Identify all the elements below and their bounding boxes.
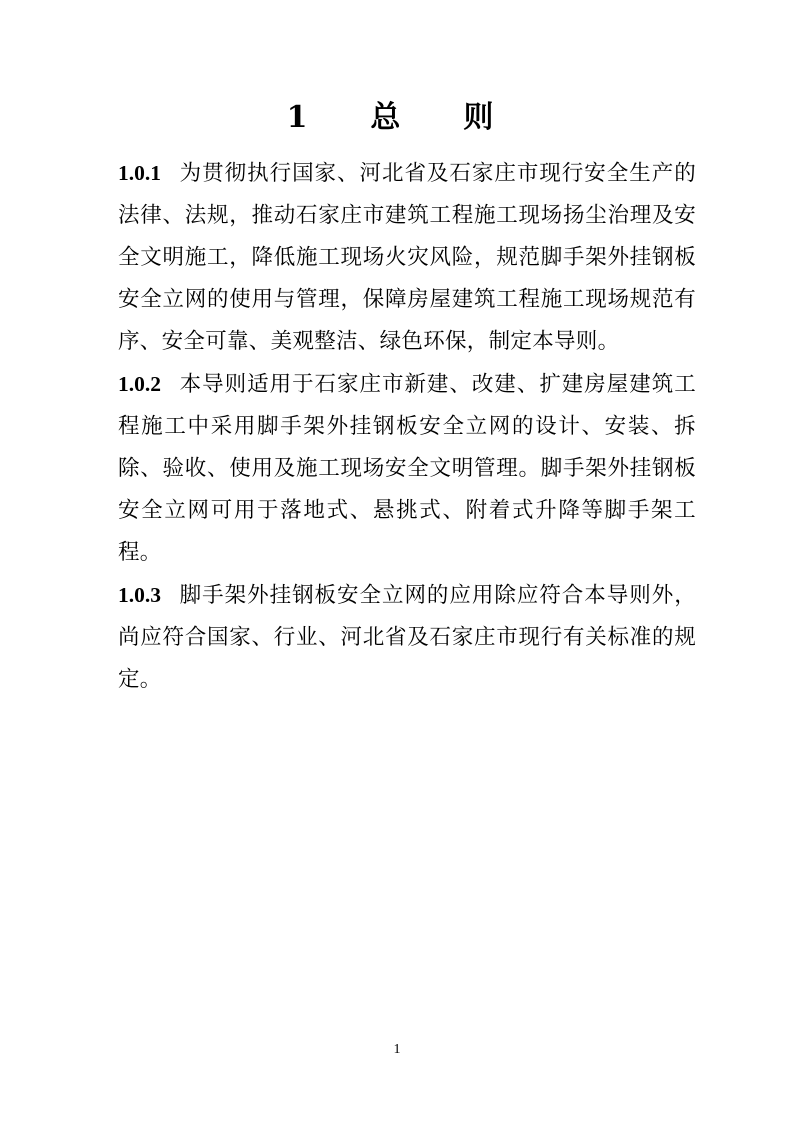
clause-number: 1.0.2 (118, 372, 161, 396)
clause-text: 本导则适用于石家庄市新建、改建、扩建房屋建筑工程施工中采用脚手架外挂钢板安全立网的设计、安装、拆除、验收、使用及施工现场安全文明管理。脚手架外挂钢板安全立网可用于落地式、悬挑式、附着式升降等脚手架工程。 (118, 372, 696, 565)
page-number: 1 (393, 1042, 401, 1057)
chapter-title: 1 总 则 (286, 100, 508, 135)
clause-text: 脚手架外挂钢板安全立网的应用除应符合本导则外，尚应符合国家、行业、河北省及石家庄市现行有关标准的规定。 (118, 583, 696, 692)
clause-number: 1.0.1 (118, 161, 161, 185)
clause-number: 1.0.3 (118, 583, 161, 607)
clause-1-0-3 (118, 574, 696, 701)
clause-1-0-1 (118, 152, 696, 363)
clause-1-0-2 (118, 363, 696, 574)
clause-text: 为贯彻执行国家、河北省及石家庄市现行安全生产的法律、法规，推动石家庄市建筑工程施工现场扬尘治理及安全文明施工，降低施工现场火灾风险，规范脚手架外挂钢板安全立网的使用与管理，保障房屋建筑工程施工现场规范有序、安全可靠、美观整洁、绿色环保，制定本导则。 (118, 161, 696, 354)
chapter-body (118, 152, 696, 701)
